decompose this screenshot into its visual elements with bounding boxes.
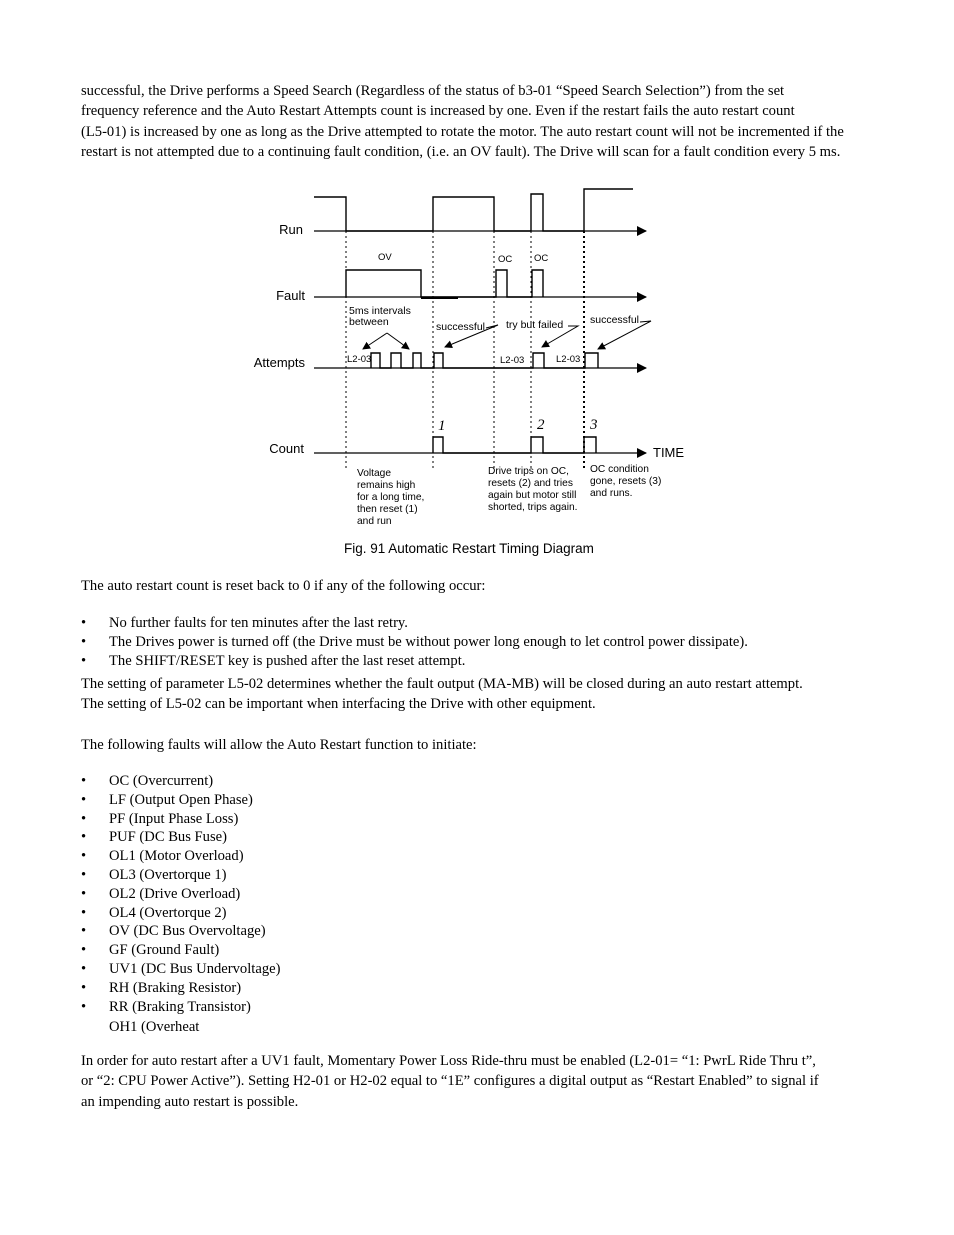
- svg-text:shorted, trips again.: shorted, trips again.: [488, 502, 578, 513]
- oh1-line: OH1 (Overheat: [109, 1019, 200, 1035]
- count-number: 2: [537, 417, 545, 433]
- count-number: 3: [590, 417, 598, 433]
- intro-line: restart is not attempted due to a continuing fault condition, (i.e. an OV fault). The Drive will scan for a fault condition every 5 ms.: [81, 143, 841, 160]
- count-label: Count: [269, 441, 304, 456]
- count-waveform: [433, 437, 596, 453]
- timing-diagram: [0, 0, 954, 540]
- reset-intro: The auto restart count is reset back to 0 if any of the following occur:: [81, 578, 486, 594]
- list-item: • OL2 (Drive Overload): [81, 885, 241, 902]
- l2-03-label: L2-03: [500, 355, 525, 366]
- note-drive-trips: [488, 466, 577, 513]
- svg-text:Voltage: Voltage: [357, 468, 391, 479]
- successful-label: successful: [436, 321, 486, 333]
- list-item: • PUF (DC Bus Fuse): [81, 829, 227, 846]
- intro-line: frequency reference and the Auto Restart Attempts count is increased by one. Even if the restart fails the auto restart count: [81, 103, 795, 120]
- list-item: • RH (Braking Resistor): [81, 979, 242, 996]
- run-waveform: [314, 189, 633, 231]
- svg-text:then reset (1): then reset (1): [357, 504, 418, 515]
- uv1-paragraph: In order for auto restart after a UV1 fault, Momentary Power Loss Ride-thru must be enabled (L2-01= “1: PwrL Ride Thru t”, or “2: CPU Power Active”). Setting H2-01 or H2-02 equal to “1E” configures a digital output as “Restart Enabled” to signal if an impending auto restart is possible.: [81, 1053, 819, 1110]
- fault-oc-label: OC: [534, 253, 549, 264]
- svg-text:again but motor still: again but motor still: [488, 490, 577, 501]
- list-item: • UV1 (DC Bus Undervoltage): [81, 960, 281, 977]
- svg-text:remains high: remains high: [357, 480, 416, 491]
- list-item: • OL1 (Motor Overload): [81, 848, 244, 865]
- l5-02-paragraph: The setting of parameter L5-02 determines whether the fault output (MA-MB) will be closed during an auto restart attempt. The setting of L5-02 can be important when interfacing the Drive with other equipment.: [81, 676, 803, 713]
- list-item: • PF (Input Phase Loss): [81, 810, 239, 827]
- list-item: • The Drives power is turned off (the Drive must be without power long enough to let control power dissipate).: [81, 633, 748, 650]
- try-but-failed-label: try but failed: [506, 319, 564, 331]
- intervals-note: 5ms intervals: [349, 305, 411, 317]
- time-guides: [346, 231, 531, 470]
- fault-waveform: [346, 270, 543, 297]
- reset-bullet-list: [81, 614, 748, 670]
- list-item: • OC (Overcurrent): [81, 773, 214, 789]
- fault-bullet-list: [81, 772, 280, 1016]
- fault-ov-label: OV: [378, 252, 392, 263]
- svg-text:resets (2) and tries: resets (2) and tries: [488, 478, 573, 489]
- intervals-note: between: [349, 316, 389, 328]
- svg-text:for a long time,: for a long time,: [357, 492, 425, 503]
- svg-text:and runs.: and runs.: [590, 488, 633, 499]
- intro-line: successful, the Drive performs a Speed Search (Regardless of the status of b3-01 “Speed Search Selection”) from the set: [81, 83, 785, 99]
- list-item: • The SHIFT/RESET key is pushed after the last reset attempt.: [81, 652, 466, 669]
- svg-text:Drive trips on OC,: Drive trips on OC,: [488, 466, 569, 477]
- time-label: TIME: [653, 445, 685, 460]
- l2-03-label: L2-03: [347, 354, 372, 365]
- faults-intro: The following faults will allow the Auto Restart function to initiate:: [81, 737, 477, 753]
- svg-text:gone, resets (3): gone, resets (3): [590, 476, 662, 487]
- svg-text:OC condition: OC condition: [590, 464, 649, 475]
- run-label: Run: [279, 222, 303, 237]
- list-item: • OV (DC Bus Overvoltage): [81, 923, 266, 940]
- intervals-arrow: [363, 333, 387, 349]
- list-item: • OL3 (Overtorque 1): [81, 866, 227, 883]
- note-voltage: [357, 468, 424, 527]
- svg-text:and run: and run: [357, 516, 392, 527]
- count-number: 1: [438, 418, 446, 434]
- fault-oc-label: OC: [498, 254, 513, 265]
- intro-line: (L5-01) is increased by one as long as the Drive attempted to rotate the motor. The auto restart count will not be incremented if the: [81, 123, 844, 140]
- note-oc-gone: [590, 464, 661, 499]
- list-item: • GF (Ground Fault): [81, 942, 220, 959]
- attempts-label: Attempts: [253, 355, 305, 370]
- list-item: • No further faults for ten minutes after the last retry.: [81, 615, 408, 631]
- l2-03-label: L2-03: [556, 354, 581, 365]
- figure-caption: Fig. 91 Automatic Restart Timing Diagram: [344, 541, 594, 556]
- list-item: • RR (Braking Transistor): [81, 998, 251, 1015]
- list-item: • LF (Output Open Phase): [81, 791, 253, 808]
- intervals-arrow: [387, 333, 409, 349]
- successful-label: successful: [590, 314, 640, 326]
- list-item: • OL4 (Overtorque 2): [81, 904, 227, 921]
- fault-label: Fault: [276, 288, 305, 303]
